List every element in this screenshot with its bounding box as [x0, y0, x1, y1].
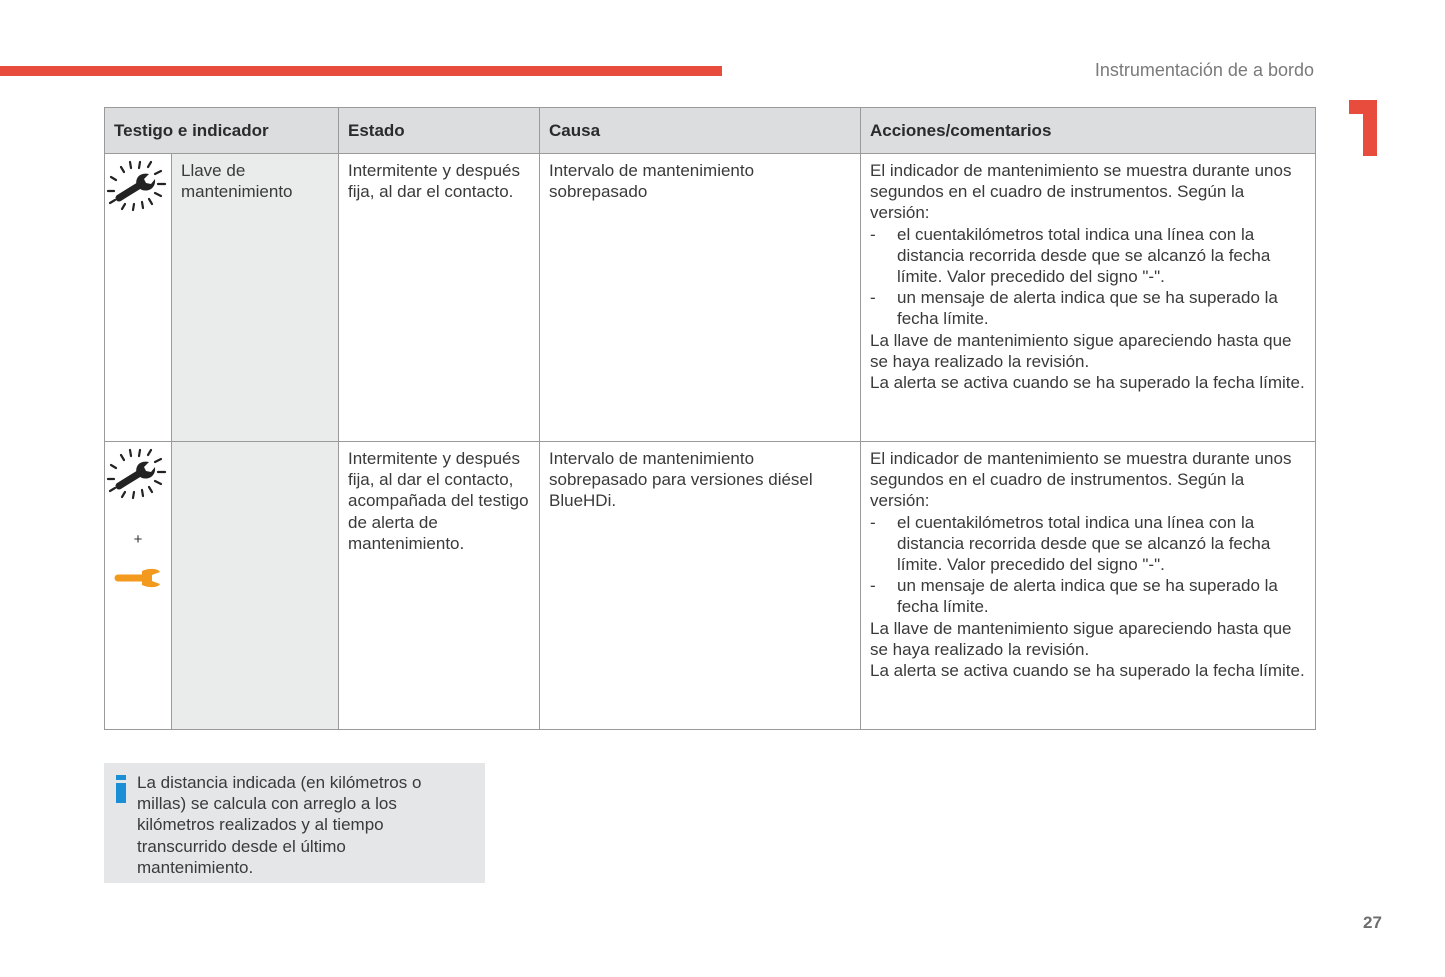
column-header-testigo: Testigo e indicador: [105, 108, 339, 154]
acciones-note: La alerta se activa cuando se ha superado la fecha límite.: [870, 661, 1305, 681]
causa-cell: Intervalo de mantenimiento sobrepasado para versiones diésel BlueHDi.: [540, 442, 861, 730]
acciones-note: La llave de mantenimiento sigue apareciendo hasta que se haya realizado la revisión.: [870, 330, 1292, 371]
list-item: - el cuentakilómetros total indica una línea con la distancia recorrida desde que se alcanzó la fecha límite. Valor precedido del signo "-".: [870, 224, 1306, 288]
list-item: - un mensaje de alerta indica que se ha superado la fecha límite.: [870, 287, 1306, 329]
acciones-cell: [861, 442, 1316, 730]
estado-cell: Intermitente y después fija, al dar el contacto.: [339, 154, 540, 442]
chapter-number: [1349, 100, 1377, 156]
indicator-name: Llave de mantenimiento: [172, 154, 339, 442]
acciones-note: La alerta se activa cuando se ha superado la fecha límite.: [870, 373, 1305, 393]
column-header-acciones: Acciones/comentarios: [861, 108, 1316, 154]
causa-cell: Intervalo de mantenimiento sobrepasado: [540, 154, 861, 442]
indicator-icon-cell: [105, 442, 172, 730]
acciones-cell: [861, 154, 1316, 442]
acciones-list: [870, 512, 1306, 618]
column-header-causa: Causa: [540, 108, 861, 154]
acciones-note: La llave de mantenimiento sigue apareciendo hasta que se haya realizado la revisión.: [870, 618, 1292, 659]
table-row: [105, 442, 1316, 730]
orange-wrench-icon: [114, 566, 162, 590]
indicator-icon-cell: [105, 154, 172, 442]
header-accent-bar: [0, 66, 722, 76]
section-title: Instrumentación de a bordo: [1094, 60, 1314, 80]
list-item: - el cuentakilómetros total indica una línea con la distancia recorrida desde que se alcanzó la fecha límite. Valor precedido del signo "-".: [870, 512, 1306, 576]
maintenance-wrench-flashing-icon: [106, 158, 170, 218]
info-icon: [116, 775, 126, 803]
acciones-intro: El indicador de mantenimiento se muestra durante unos segundos en el cuadro de instrumentos. Según la versión:: [870, 449, 1292, 511]
maintenance-wrench-flashing-icon: [106, 446, 170, 506]
indicator-name: [172, 442, 339, 730]
estado-cell: Intermitente y después fija, al dar el contacto, acompañada del testigo de alerta de mantenimiento.: [339, 442, 540, 730]
page-number: 27: [1363, 913, 1382, 932]
acciones-intro: El indicador de mantenimiento se muestra durante unos segundos en el cuadro de instrumentos. Según la versión:: [870, 161, 1292, 223]
column-header-estado: Estado: [339, 108, 540, 154]
list-item: - un mensaje de alerta indica que se ha superado la fecha límite.: [870, 575, 1306, 617]
table-header-row: [105, 108, 1316, 154]
acciones-list: [870, 224, 1306, 330]
plus-sign: +: [133, 531, 143, 549]
warning-lights-table: [104, 107, 1316, 730]
table-row: [105, 154, 1316, 442]
info-note-box: [104, 763, 485, 883]
info-note-text: La distancia indicada (en kilómetros o millas) se calcula con arreglo a los kilómetros realizados y al tiempo transcurrido desde el último mantenimiento.: [137, 773, 422, 877]
